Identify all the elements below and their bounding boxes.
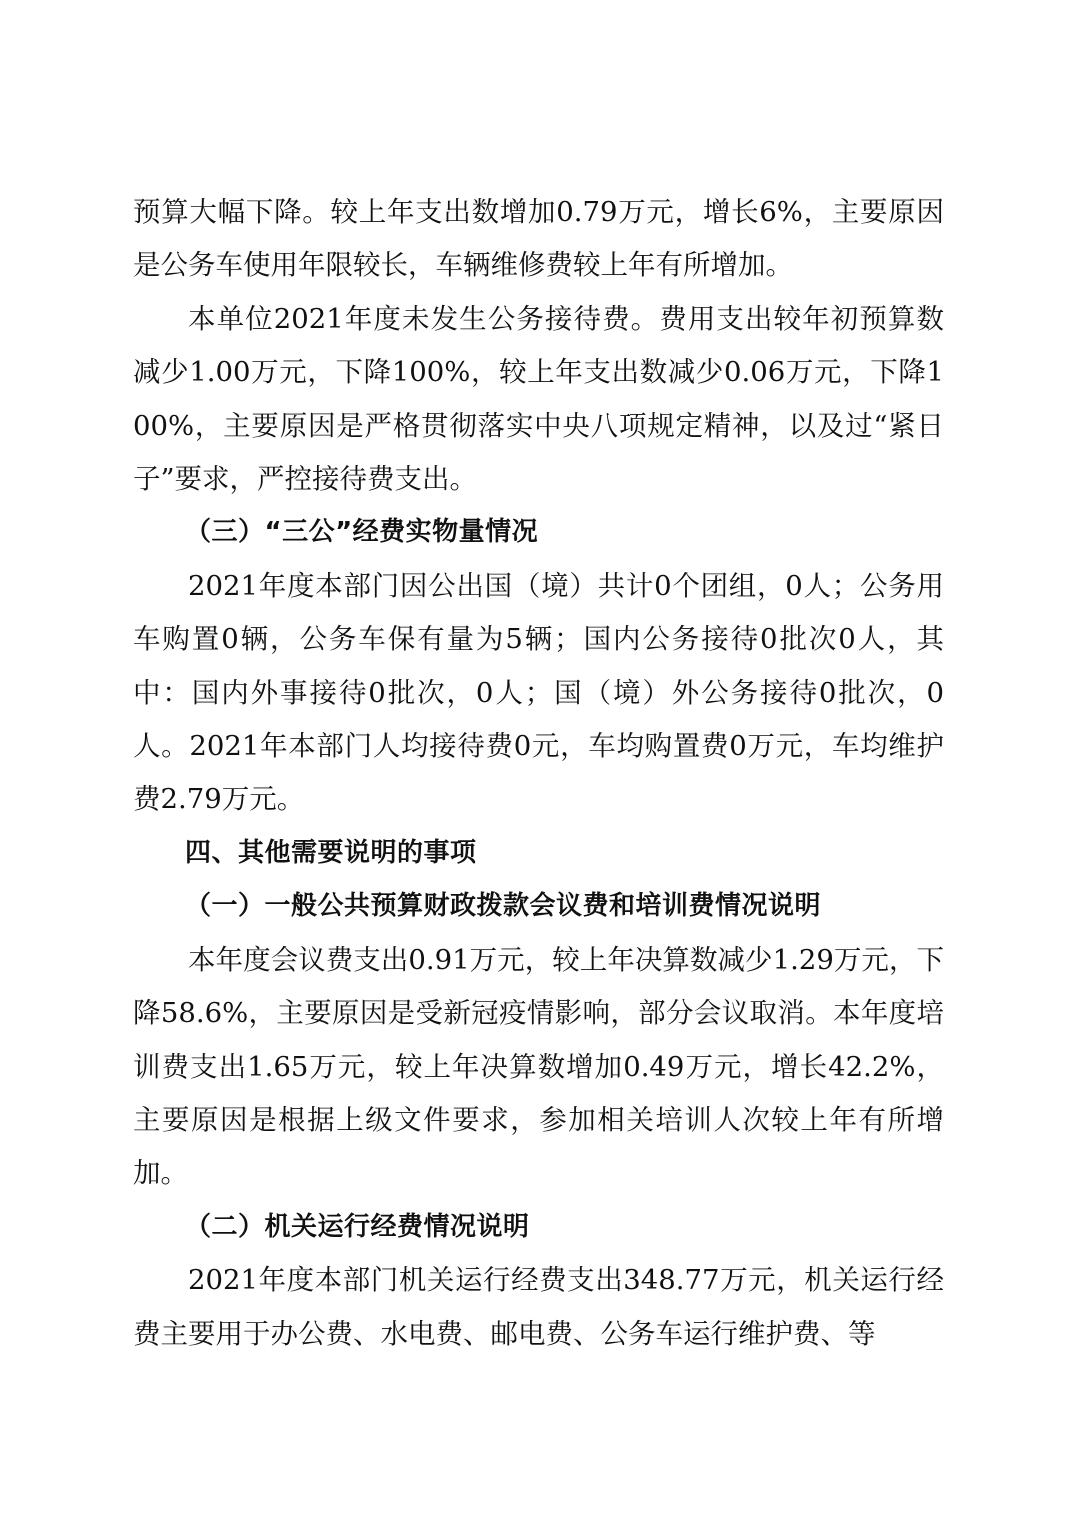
paragraph-operating-expense: 2021年度本部门机关运行经费支出348.77万元，机关运行经费主要用于办公费、水电费、邮电费、公务车运行维护费、等 bbox=[133, 1264, 944, 1350]
paragraph-meeting-training: 本年度会议费支出0.91万元，较上年决算数减少1.29万元，下降58.6%，主要原因是受新冠疫情影响，部分会议取消。本年度培训费支出1.65万元，较上年决算数增加0.49万元，增长42.2%，主要原因是根据上级文件要求，参加相关培训人次较上年有所增加。 bbox=[133, 943, 944, 1190]
document-page bbox=[133, 186, 944, 1361]
section-heading-other-matters: 四、其他需要说明的事项 bbox=[185, 837, 477, 868]
section-heading-three-public-quantity: （三）“三公”经费实物量情况 bbox=[185, 517, 539, 548]
paragraph-reception-expense: 本单位2021年度未发生公务接待费。费用支出较年初预算数减少1.00万元，下降100%，较上年支出数减少0.06万元，下降100%，主要原因是严格贯彻落实中央八项规定精神，以及过“紧日子”要求，严控接待费支出。 bbox=[133, 302, 944, 496]
paragraph-three-public-quantity: 2021年度本部门因公出国（境）共计0个团组，0人；公务用车购置0辆，公务车保有量为5辆；国内公务接待0批次0人，其中：国内外事接待0批次，0人；国（境）外公务接待0批次，0人。2021年本部门人均接待费0元，车均购置费0万元，车均维护费2.79万元。 bbox=[133, 569, 944, 816]
section-heading-operating-expense: （二）机关运行经费情况说明 bbox=[185, 1211, 530, 1242]
paragraph-vehicle-maintenance: 预算大幅下降。较上年支出数增加0.79万元，增长6%，主要原因是公务车使用年限较长，车辆维修费较上年有所增加。 bbox=[133, 196, 944, 282]
section-heading-meeting-training: （一）一般公共预算财政拨款会议费和培训费情况说明 bbox=[185, 891, 822, 922]
